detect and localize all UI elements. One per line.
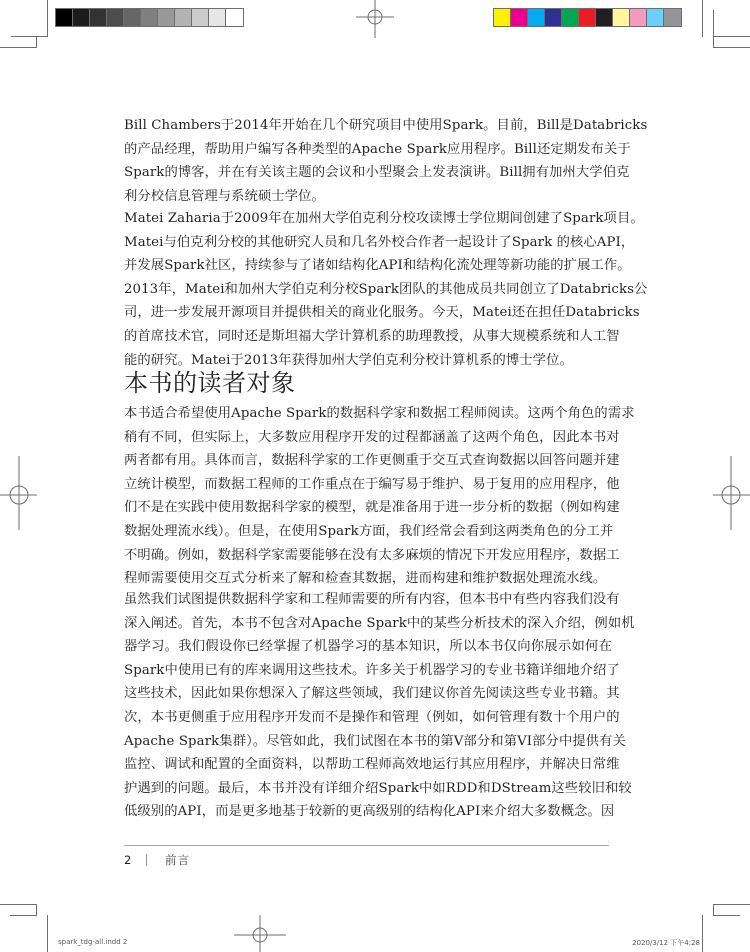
paragraph [124,402,635,591]
text-line: 深入阐述。首先，本书不包含对Apache Spark中的某些分析技术的深入介绍，例如机 [124,615,635,631]
registration-mark-top [356,0,394,38]
text-line: Matei与伯克利分校的其他研究人员和几名外校合作者一起设计了Spark 的核心API， [124,234,635,250]
color-swatch [56,9,73,26]
page-footer [124,852,190,868]
color-swatch [141,9,158,26]
slug-timestamp: 2020/3/12 下午4:28 [632,939,700,947]
color-swatch [124,9,141,26]
color-swatch [562,9,579,26]
text-line: Spark的博客，并在有关该主题的会议和小型聚会上发表演讲。Bill拥有加州大学伯克 [124,165,630,181]
color-swatch [158,9,175,26]
page-number: 2 [124,853,132,867]
crop-mark-bottom-right-horizontal-inner [713,904,750,905]
text-line: 并发展Spark社区，持续参与了诸如结构化API和结构化流处理等新功能的扩展工作。 [124,258,631,274]
text-line: Apache Spark集群）。尽管如此，我们试图在本书的第V部分和第VI部分中提供有关 [124,733,626,749]
text-line: Bill Chambers于2014年开始在几个研究项目中使用Spark。目前，Bill是Databricks [124,118,648,133]
text-line: 立统计模型，而数据工程师的工作重点在于编写易于维护、易于复用的应用程序，他 [124,476,620,492]
text-line: 两者都有用。具体而言，数据科学家的工作更侧重于交互式查询数据以回答问题并建 [124,453,620,469]
color-swatch [596,9,613,26]
paragraph [124,114,648,208]
footer-divider [124,845,609,846]
color-swatch [528,9,545,26]
registration-mark-left [0,456,38,536]
registration-mark-bottom [234,915,286,952]
text-line: 监控、调试和配置的全面资料，以帮助工程师高效地运行其应用程序，并解决日常维 [124,757,620,773]
text-line: 次，本书更侧重于应用程序开发而不是操作和管理（例如，如何管理有数十个用户的 [124,709,620,725]
color-swatch [664,9,681,26]
section-heading: 本书的读者对象 [124,369,296,397]
text-line: 护遇到的问题。最后，本书并没有详细介绍Spark中如RDD和DStream这些较旧和较 [124,780,632,796]
color-swatch [192,9,209,26]
color-swatch [209,9,226,26]
slug-file-name: spark_tdg-all.indd 2 [58,938,128,946]
text-line: 本书适合希望使用Apache Spark的数据科学家和数据工程师阅读。这两个角色的需求 [124,406,635,421]
crop-mark-top-right-vertical [702,0,703,37]
text-line: 能的研究。Matei于2013年获得加州大学伯克利分校计算机系的博士学位。 [124,352,573,368]
crop-mark-top-right-horizontal-inner [713,47,750,48]
color-swatch [511,9,528,26]
audience-paragraph-1 [124,402,635,591]
crop-mark-top-left-horizontal [11,36,48,37]
text-line: 稍有不同，但实际上，大多数应用程序开发的过程都涵盖了这两个角色，因此本书对 [124,429,620,445]
text-line: 这些技术，因此如果你想深入了解这些领域，我们建议你首先阅读这些专业书籍。其 [124,686,620,702]
color-swatch [647,9,664,26]
crop-mark-bottom-right-vertical [702,915,703,952]
text-line: Spark中使用已有的库来调用这些技术。许多关于机器学习的专业书籍详细地介绍了 [124,662,620,678]
color-swatch [107,9,124,26]
crop-mark-bottom-right-horizontal [713,915,740,916]
paragraph [124,207,648,372]
color-swatch [630,9,647,26]
crop-mark-top-right-horizontal [713,36,750,37]
crop-mark-bottom-left-horizontal [10,915,37,916]
process-color-bar [493,8,682,27]
text-line: 器学习。我们假设你已经掌握了机器学习的基本知识，所以本书仅向你展示如何在 [124,639,612,655]
chapter-title: 前言 [165,853,190,867]
text-line: 的首席技术官，同时还是斯坦福大学计算机系的助理教授，从事大规模系统和人工智 [124,328,620,344]
text-line: 虽然我们试图提供数据科学家和工程师需要的所有内容，但本书中有些内容我们没有 [124,592,620,607]
color-swatch [613,9,630,26]
text-line: 们不是在实践中使用数据科学家的模型，就是准备用于进一步分析的数据（例如构建 [124,500,620,516]
color-swatch [226,9,243,26]
author-bio-bill [124,114,648,208]
text-line: Matei Zaharia于2009年在加州大学伯克利分校攻读博士学位期间创建了Spark项目。 [124,211,644,226]
text-line: 程师需要使用交互式分析来了解和检查其数据，进而构建和维护数据处理流水线。 [124,571,607,587]
footer-separator [146,854,147,866]
grayscale-color-bar [55,8,244,27]
color-swatch [90,9,107,26]
color-swatch [494,9,511,26]
text-line: 不明确。例如，数据科学家需要能够在没有太多麻烦的情况下开发应用程序，数据工 [124,547,620,563]
text-line: 司，进一步发展开源项目并提供相关的商业化服务。今天，Matei还在担任Databricks [124,305,640,321]
color-swatch [73,9,90,26]
color-swatch [579,9,596,26]
crop-mark-top-right-vertical-inner [713,10,714,48]
crop-mark-bottom-left-horizontal-inner [0,904,37,905]
text-line: 的产品经理，帮助用户编写各种类型的Apache Spark应用程序。Bill还定期发布关于 [124,141,631,157]
text-line: 2013年，Matei和加州大学伯克利分校Spark团队的其他成员共同创立了Databricks公 [124,281,648,297]
crop-mark-top-left-vertical [47,0,48,37]
crop-mark-top-left-horizontal-inner [0,47,37,48]
registration-mark-right [712,456,750,536]
paragraph [124,588,635,824]
text-line: 数据处理流水线）。但是，在使用Spark方面，我们经常会看到这两类角色的分工并 [124,523,614,539]
text-line: 利分校信息管理与系统硕士学位。 [124,188,325,204]
color-swatch [545,9,562,26]
audience-paragraph-2 [124,588,635,824]
color-swatch [175,9,192,26]
crop-mark-bottom-left-vertical [47,915,48,952]
text-line: 低级别的API，而是更多地基于较新的更高级别的结构化API来介绍大多数概念。因 [124,804,615,820]
author-bio-matei [124,207,648,372]
